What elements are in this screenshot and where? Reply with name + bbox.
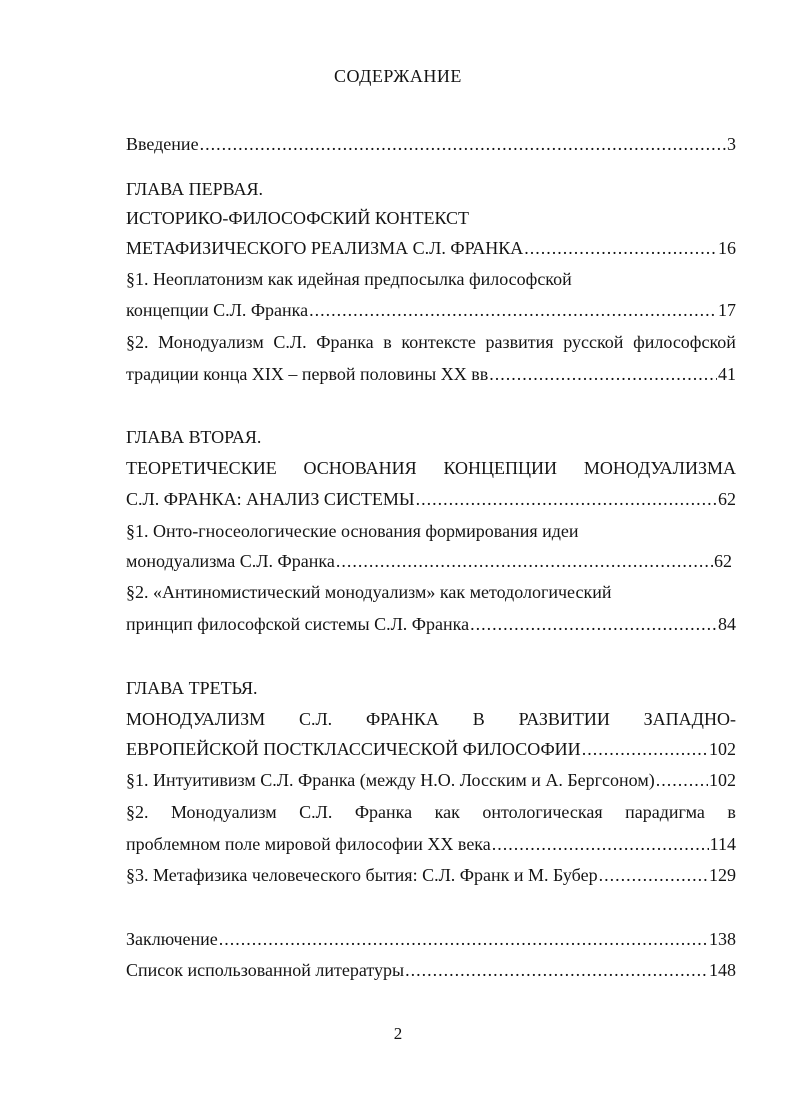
- page-number: 2: [393, 1024, 403, 1043]
- word: развития: [485, 332, 554, 352]
- word: Монодуализм: [171, 802, 277, 822]
- toc-page-number: 102: [709, 739, 736, 759]
- toc-leader-dots: [524, 236, 717, 260]
- toc-leader-dots: [309, 298, 717, 322]
- chapter1-section1-line1: §1. Неоплатонизм как идейная предпосылка философской: [126, 269, 572, 289]
- toc-label: принцип философской системы С.Л. Франка: [126, 614, 470, 634]
- chapter2-title: ГЛАВА ВТОРАЯ.: [126, 427, 262, 447]
- word: РАЗВИТИИ: [518, 709, 610, 729]
- chapter1-section2-line1: [126, 330, 736, 354]
- toc-leader-dots: [336, 549, 713, 573]
- word: Франка: [316, 332, 374, 352]
- word: С.Л.: [298, 709, 333, 729]
- toc-label: С.Л. ФРАНКА: АНАЛИЗ СИСТЕМЫ: [126, 489, 415, 509]
- word: онтологическая: [482, 802, 603, 822]
- toc-leader-dots: [492, 832, 709, 856]
- toc-label: МЕТАФИЗИЧЕСКОГО РЕАЛИЗМА С.Л. ФРАНКА: [126, 238, 524, 258]
- toc-leader-dots: [656, 768, 708, 792]
- toc-label: концепции С.Л. Франка: [126, 300, 309, 320]
- toc-page-number: 41: [718, 364, 736, 384]
- word: МОНОДУАЛИЗМА: [583, 458, 736, 478]
- word: В: [472, 709, 485, 729]
- toc-label: Список использованной литературы: [126, 960, 405, 980]
- toc-leader-dots: [219, 927, 708, 951]
- toc-entry-chapter2-section2: [126, 612, 736, 636]
- chapter2-heading-line1: [126, 456, 736, 480]
- word: КОНЦЕПЦИИ: [443, 458, 558, 478]
- toc-page-number: 84: [718, 614, 736, 634]
- toc-label: §3. Метафизика человеческого бытия: С.Л. Франк и М. Бубер: [126, 865, 598, 885]
- toc-page-number: 138: [709, 929, 736, 949]
- toc-entry-chapter1-section1: [126, 298, 736, 322]
- chapter3-title: ГЛАВА ТРЕТЬЯ.: [126, 678, 258, 698]
- chapter1-heading-line1: ИСТОРИКО-ФИЛОСОФСКИЙ КОНТЕКСТ: [126, 208, 470, 228]
- toc-page-number: 129: [709, 865, 736, 885]
- toc-page-number: 114: [709, 834, 736, 854]
- toc-leader-dots: [599, 863, 708, 887]
- word: философской: [633, 332, 736, 352]
- chapter3-heading-line1: [126, 707, 736, 731]
- toc-page-number: 102: [709, 770, 736, 790]
- toc-entry-chapter2-section1: [126, 549, 732, 573]
- word: §2.: [126, 332, 149, 352]
- toc-page-number: 148: [709, 960, 736, 980]
- toc-label: §1. Интуитивизм С.Л. Франка (между Н.О. Лосским и А. Бергсоном): [126, 770, 655, 790]
- toc-label: Введение: [126, 134, 199, 154]
- word: в: [383, 332, 392, 352]
- toc-entry-chapter3: [126, 737, 736, 761]
- word: МОНОДУАЛИЗМ: [126, 709, 266, 729]
- toc-leader-dots: [405, 958, 708, 982]
- chapter3-section2-line1: [126, 800, 736, 824]
- word: русской: [563, 332, 624, 352]
- toc-leader-dots: [200, 132, 726, 156]
- word: §2.: [126, 802, 149, 822]
- chapter2-section1-line1: §1. Онто-гносеологические основания формирования идеи: [126, 521, 579, 541]
- word: С.Л.: [299, 802, 333, 822]
- toc-label: проблемном поле мировой философии XX века: [126, 834, 491, 854]
- word: в: [727, 802, 736, 822]
- toc-entry-chapter3-section1: [126, 768, 736, 792]
- page-title: СОДЕРЖАНИЕ: [334, 66, 462, 86]
- toc-entry-chapter3-section2: [126, 832, 736, 856]
- word: ФРАНКА: [365, 709, 439, 729]
- word: ЗАПАДНО-: [643, 709, 736, 729]
- toc-label: ЕВРОПЕЙСКОЙ ПОСТКЛАССИЧЕСКОЙ ФИЛОСОФИИ: [126, 739, 581, 759]
- toc-label: монодуализма С.Л. Франка: [126, 551, 335, 571]
- word: ОСНОВАНИЯ: [303, 458, 417, 478]
- toc-page-number: 16: [718, 238, 736, 258]
- word: С.Л.: [273, 332, 307, 352]
- toc-leader-dots: [489, 362, 717, 386]
- word: парадигма: [625, 802, 705, 822]
- toc-entry-chapter1: [126, 236, 736, 260]
- toc-entry-chapter1-section2: [126, 362, 736, 386]
- word: ТЕОРЕТИЧЕСКИЕ: [126, 458, 277, 478]
- toc-page-number: 17: [718, 300, 736, 320]
- toc-leader-dots: [416, 487, 717, 511]
- toc-entry-intro: [126, 132, 736, 156]
- toc-entry-conclusion: [126, 927, 736, 951]
- toc-page-number: 3: [727, 134, 736, 154]
- word: Франка: [354, 802, 413, 822]
- word: контексте: [401, 332, 476, 352]
- toc-page-number: 62: [714, 551, 732, 571]
- word: Монодуализм: [158, 332, 264, 352]
- toc-label: Заключение: [126, 929, 218, 949]
- toc-page-number: 62: [718, 489, 736, 509]
- toc-leader-dots: [470, 612, 717, 636]
- chapter2-section2-line1: §2. «Антиномистический монодуализм» как методологический: [126, 582, 612, 602]
- toc-leader-dots: [582, 737, 708, 761]
- word: как: [434, 802, 460, 822]
- chapter1-title: ГЛАВА ПЕРВАЯ.: [126, 179, 264, 199]
- toc-entry-bibliography: [126, 958, 736, 982]
- toc-entry-chapter2: [126, 487, 736, 511]
- toc-label: традиции конца XIX – первой половины XX вв: [126, 364, 489, 384]
- toc-entry-chapter3-section3: [126, 863, 736, 887]
